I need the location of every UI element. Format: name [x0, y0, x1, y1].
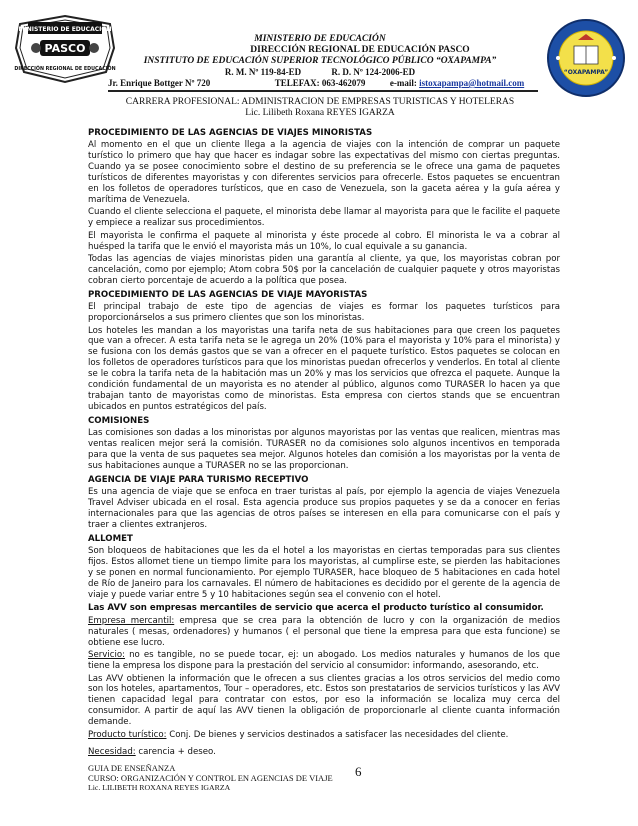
definition-producto-turistico [88, 730, 560, 741]
page-footer [88, 763, 388, 793]
paragraph: Es una agencia de viaje que se enfoca en traer turistas al país, por ejemplo la agencia de viajes Venezuela Travel Adviser ubicada en el rosal. Esta agencia produce sus propios paquetes y se da a conocer en ferias internacionales para que las agencias de otros países se interesen en ella para comunicarse con el país y traer a clientes extranjeros. [88, 487, 560, 530]
footer-course: CURSO: ORGANIZACIÓN Y CONTROL EN AGENCIAS DE VIAJE [88, 773, 333, 783]
definition-text: empresa que se crea para la obtención de lucro y con la organización de medios naturales ( mesas, ordenadores) y humanos ( el personal que tiene la empresa para que esta funcione) se obtiene ese lucro. [88, 615, 561, 648]
paragraph: El principal trabajo de este tipo de agencias de viajes es formar los paquetes turísticos para proporcionárselos a sus primero clientes que son los minoristas. [88, 302, 560, 324]
term: Empresa mercantil: [88, 615, 175, 626]
definition-text: no es tangible, no se puede tocar, ej: un abogado. Los medios naturales y humanos de los que tiene la empresa los dispone para la prestación del servicio al consumidor: informando, asesorando, etc. [88, 650, 560, 671]
logo-left-top-text: MINISTERIO DE EDUCACIÓN [18, 26, 112, 33]
career-title: CARRERA PROFESIONAL: ADMINISTRACION DE EMPRESAS TURISTICAS Y HOTELERAS [125, 97, 515, 107]
term: Necesidad: [88, 746, 136, 757]
paragraph: El mayorista le confirma el paquete al minorista y éste procede al cobro. El minorista le va a cobrar al huésped la tarifa que le envió el mayorista más un 10%, lo cual equivale a su ganancia. [88, 230, 560, 252]
logo-left-bottom-text: DIRECCIÓN REGIONAL DE EDUCACIÓN [14, 67, 116, 72]
definition-empresa-mercantil [88, 616, 560, 649]
definition-text: Conj. De bienes y servicios destinados a satisfacer las necesidades del cliente. [166, 729, 509, 740]
paragraph: Los hoteles les mandan a los mayoristas una tarifa neta de sus habitaciones para que creen los paquetes que van a ofrecer. A esta tarifa neta se le agrega un 20% (10% para el mayorista y 10% para el minorista) y se fusiona con los demás gastos que se van a ofrecer en el paquete turístico. Estos paquetes se colocan en los folletos de operadores turísticos para que los minoristas puedan ofrecerlos y venderlos. En total al cliente se le cobra la tarifa neta de la habitación mas un 20% y mas los servicios que ofrezca el paquete. Aunque la condición fundamental de un mayorista es no atender al público, algunos como TURASER lo hacen ya que trabajan tanto de mayoristas como de minoristas. Esta empresa con ciertos stands que se encuentran ubicados en puntos estratégicos del país. [88, 325, 560, 412]
definition-servicio [88, 650, 560, 672]
institution-header [100, 34, 540, 78]
section-title-allomet: ALLOMET [88, 533, 133, 544]
logo-right-center-text: “OXAPAMPA” [563, 69, 609, 76]
paragraph: Las comisiones son dadas a los minoristas por algunos mayoristas por las ventas que realicen, mientras mas ventas realicen mejor será la comisión. TURASER no da comisiones solo algunos incentivos en temporada para que la venta de sus paquetes sea mejor. Algunos hoteles dan comisión a los mayoristas por la venta de sus habitaciones aunque a TURASER no se las proporcionan. [88, 428, 560, 471]
contact-line [108, 78, 538, 88]
section-title-mayoristas: PROCEDIMIENTO DE LAS AGENCIAS DE VIAJE MAYORISTAS [88, 289, 368, 300]
ministry-name: MINISTERIO DE EDUCACIÓN [254, 34, 386, 44]
logo-left-center-text: PASCO [44, 42, 86, 55]
definition-necesidad [88, 747, 560, 758]
paragraph: Todas las agencias de viajes minoristas piden una garantía al cliente, ya que, los mayoristas cobran por cancelación, como por ejemplo; Atom cobra 50$ por la cancelación de cualquier paquete y otros mayoristas cobran cierto porcentaje de acuerdo a la política que posea. [88, 254, 560, 286]
term: Servicio: [88, 650, 126, 661]
section-title-receptivo: AGENCIA DE VIAJE PARA TURISMO RECEPTIVO [88, 474, 309, 485]
page-number: 6 [355, 764, 362, 779]
rd-number: R. D. Nº 124-2006-ED [331, 67, 416, 77]
document-body [88, 128, 560, 759]
resolutions-line [100, 67, 540, 78]
header-divider [108, 90, 538, 92]
section-title-avv: Las AVV son empresas mercantiles de servicio que acerca el producto turístico al consumidor. [88, 603, 544, 614]
footer-guide: GUIA DE ENSEÑANZA [88, 763, 176, 773]
email-link[interactable]: istoxapampa@hotmail.com [419, 78, 525, 88]
paragraph: Son bloqueos de habitaciones que les da el hotel a los mayoristas en ciertas temporadas para sus clientes fijos. Estos allomet tiene un tiempo limite para los mayoristas, al cumplirse este, se pierden las habitaciones y se ponen en normal funcionamiento. Por ejemplo TURASER, hace bloqueo de 5 habitaciones en cada hotel de Río de Janeiro para los carnavales. El número de habitaciones es decidido por el gerente de la agencia de viaje y puede variar entre 5 y 10 habitaciones según sea el convenio con el hotel. [88, 545, 560, 600]
author-name: Lic. Lilibeth Roxana REYES IGARZA [245, 108, 395, 118]
term: Producto turístico: [88, 729, 167, 740]
institute-name: INSTITUTO DE EDUCACIÓN SUPERIOR TECNOLÓGICO PÚBLICO “OXAPAMPA” [143, 56, 497, 66]
address: Jr. Enrique Bottger Nº 720 [108, 78, 211, 88]
section-title-minoristas: PROCEDIMIENTO DE LAS AGENCIAS DE VIAJES MINORISTAS [88, 128, 373, 138]
footer-author: Lic. LILIBETH ROXANA REYES IGARZA [88, 783, 231, 792]
course-subheader [100, 97, 540, 119]
section-title-comisiones: COMISIONES [88, 415, 150, 426]
paragraph: Cuando el cliente selecciona el paquete, el minorista debe llamar al mayorista para que le facilite el paquete y empiece a realizar sus procedimientos. [88, 207, 560, 229]
regional-direction: DIRECCIÓN REGIONAL DE EDUCACIÓN PASCO [250, 45, 470, 55]
paragraph: Las AVV obtienen la información que le ofrecen a sus clientes gracias a los otros servicios del medio como son los hoteles, apartamentos, Tour – operadores, etc. Estos son prestatarios de servicios turísticos y las AVV tienen capacidad legal para contratar con estos, por eso la información se localiza muy cerca del consumidor. A partir de aquí las AVV tienen la obligación de proporcionarle al cliente cuanta información demande. [88, 673, 560, 728]
paragraph: Al momento en el que un cliente llega a la agencia de viajes con la intención de comprar un paquete turístico lo primero que hay que hacer es indagar sobre las expectativas del mismo con ciertas preguntas. Cuando ya se posee conocimiento sobre el destino de su preferencia se le ofrece una gama de paquetes turísticos de diferentes mayoristas y con diferentes servicios para ofrecerle. Estos paquetes se encuentran en los folletos de operadores turísticos, que en caso de Venezuela, son la gaceta aérea y la guía aérea y marítima de Venezuela. [88, 140, 560, 205]
definition-text: carencia + deseo. [135, 746, 216, 757]
telefax: TELEFAX: 063-462079 [274, 78, 366, 88]
email-label: e-mail: [389, 78, 417, 88]
rm-number: R. M. Nº 119-84-ED [224, 67, 302, 77]
iestp-oxapampa-logo [540, 14, 632, 100]
